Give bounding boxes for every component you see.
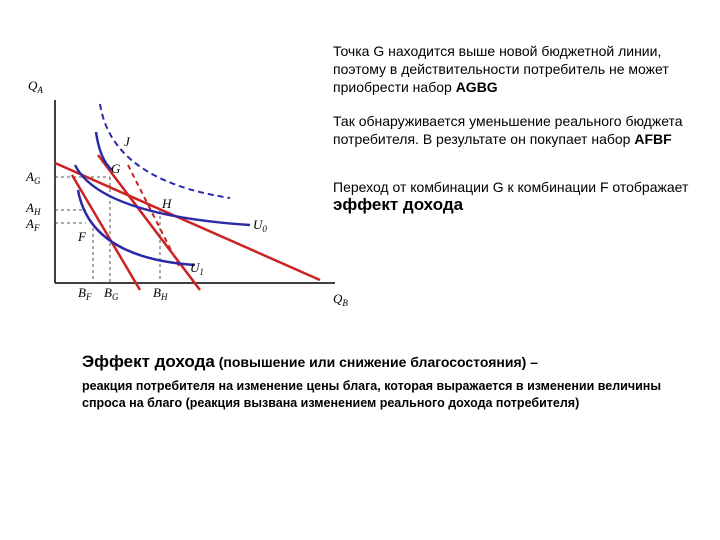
note1-bold: AGBG (455, 79, 498, 95)
definition-block (82, 352, 682, 412)
bh-label: $B_H$ (153, 285, 168, 302)
income-effect-term: эффект дохода (333, 195, 464, 214)
qb-axis-label: $Q_B$ (333, 291, 348, 308)
note2-bold: AFBF (634, 131, 672, 147)
point-g-label: G (111, 161, 121, 176)
indifference-curve-u1 (78, 190, 195, 265)
definition-body: реакция потребителя на изменение цены блага, которая выражается в изменении величины спроса на благо (реакция вызвана изменением реального дохода потребителя) (82, 379, 662, 410)
af-label: $A_F$ (26, 216, 40, 233)
note-real-budget: Так обнаруживается уменьшение реального бюджета потребителя. В результате он покупает набор AFBF (333, 113, 683, 147)
budget-line-original (55, 163, 320, 280)
ah-label: $A_H$ (26, 200, 41, 217)
point-h-label: H (162, 196, 172, 211)
bg-label: $B_G$ (104, 285, 119, 302)
indifference-curve-u0 (75, 165, 250, 225)
qa-axis-label: $Q_A$ (28, 78, 43, 95)
point-j-label: J (124, 134, 130, 149)
guide-lines (55, 177, 160, 283)
u0-label: $U_0$ (253, 217, 267, 234)
bf-label: $B_F$ (78, 285, 92, 302)
note-point-g: Точка G находится выше новой бюджетной линии, поэтому в действительности потребитель не может приобрести набор AGBG (333, 43, 669, 95)
ag-label: $A_G$ (26, 169, 41, 186)
point-f-label: F (78, 229, 86, 244)
definition-title: Эффект дохода (повышение или снижение благосостояния) – (82, 352, 538, 371)
note-income-effect: Переход от комбинации G к комбинации F отображает эффект дохода (333, 179, 689, 214)
u1-label: $U_1$ (190, 260, 204, 277)
